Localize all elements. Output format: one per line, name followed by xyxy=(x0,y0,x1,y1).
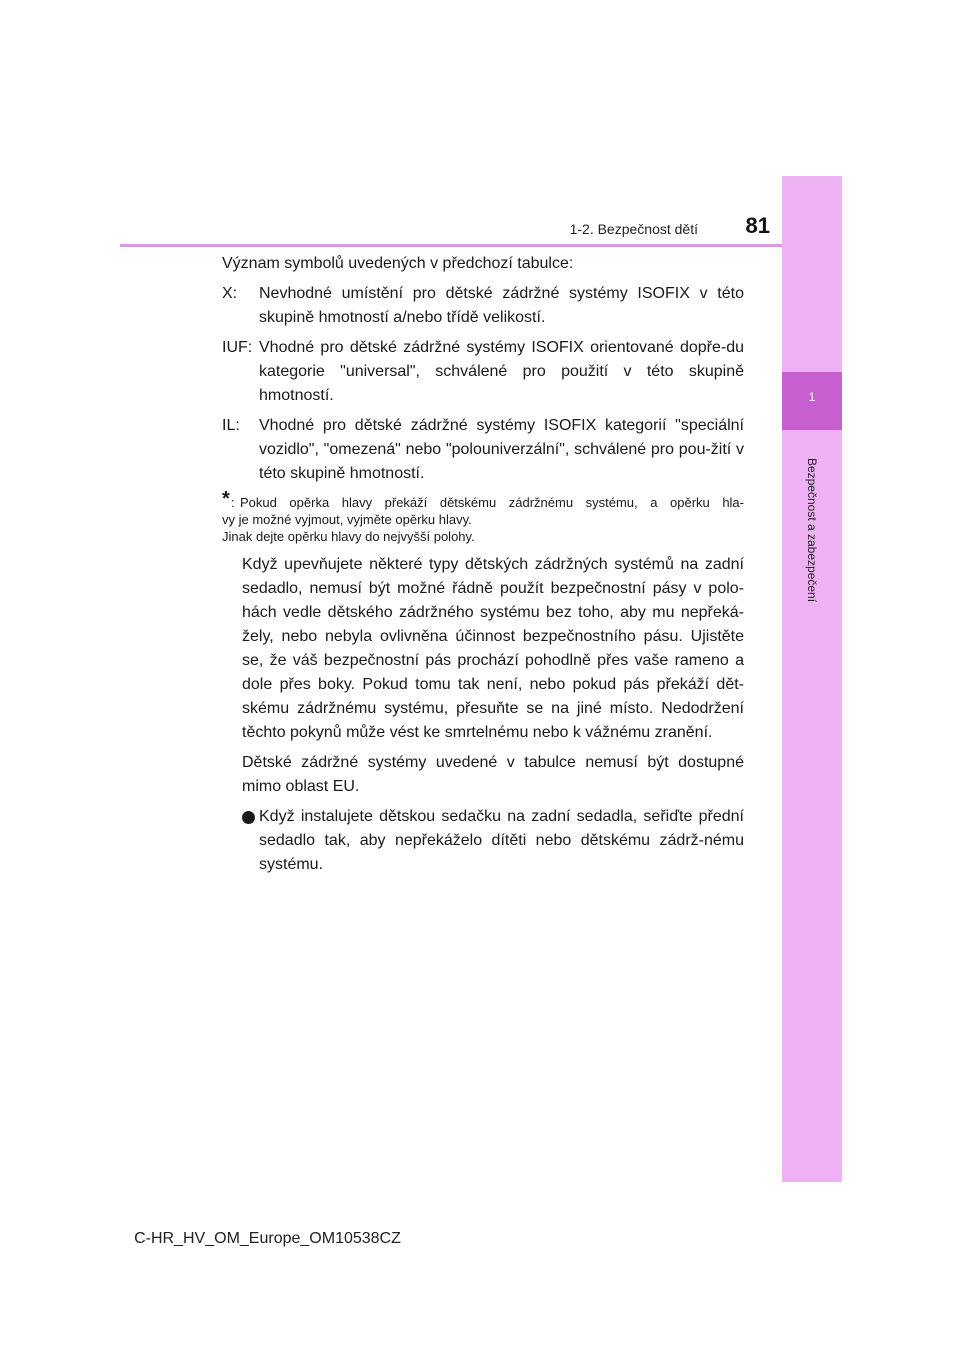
definition-text: Vhodné pro dětské zádržné systémy ISOFIX kategorií "speciální vozidlo", "omezená" nebo "polouniverzální", schválené pro pou-žití v této skupině hmotností. xyxy=(259,417,744,482)
document-code: C-HR_HV_OM_Europe_OM10538CZ xyxy=(134,1230,401,1247)
bullet-text: Když instalujete dětskou sedačku na zadní sedadla, seřiďte přední sedadlo tak, aby nepřekáželo dítěti nebo dětskému zádrž-nému systému. xyxy=(259,808,744,873)
section-title: 1-2. Bezpečnost dětí xyxy=(569,221,698,237)
main-content xyxy=(222,252,744,877)
footnote-line: Jinak dejte opěrku hlavy do nejvyšší polohy. xyxy=(222,529,475,544)
page-header xyxy=(120,210,782,247)
availability-paragraph: Dětské zádržné systémy uvedené v tabulce nemusí být dostupné mimo oblast EU. xyxy=(242,754,744,795)
definition-x xyxy=(222,282,744,330)
chapter-number: 1 xyxy=(808,390,816,404)
chapter-side-tab xyxy=(782,176,842,1182)
footnote-colon: : xyxy=(231,495,235,510)
bullet-dot-icon xyxy=(242,811,255,824)
definition-key: X: xyxy=(222,285,238,302)
warning-paragraph: Když upevňujete některé typy dětských zádržných systémů na zadní sedadlo, nemusí být možné řádně použít bezpečnostní pásy v polo-hách vedle dětského zádržného systému bez toho, aby mu nepřeká-žely, nebo nebyla ovlivněna účinnost bezpečnostního pásu. Ujistěte se, že váš bezpečnostní pás prochází pohodlně přes vaše rameno a dole přes boky. Pokud tomu tak není, nebo pokud pás překáží dět-skému zádržnému systému, přesuňte se na jiné místo. Nedodržení těchto pokynů může vést ke smrtelnému nebo k vážnému zranění. xyxy=(242,556,744,741)
footnote-line: Pokud opěrka hlavy překáží dětskému zádržnému systému, a opěrku hla- xyxy=(240,495,744,510)
chapter-number-box xyxy=(782,372,842,430)
definition-text: Nevhodné umístění pro dětské zádržné systémy ISOFIX v této skupině hmotností a/nebo třídě velikostí. xyxy=(259,285,744,326)
footnote-star-icon: * xyxy=(222,488,230,510)
definition-iuf xyxy=(222,336,744,408)
definition-il xyxy=(222,414,744,486)
footnote-line: vy je možné vyjmout, vyjměte opěrku hlavy. xyxy=(222,512,472,527)
intro-text: Význam symbolů uvedených v předchozí tabulce: xyxy=(222,255,574,272)
definition-key: IL: xyxy=(222,417,240,434)
definition-key: IUF: xyxy=(222,339,253,356)
page-number: 81 xyxy=(745,213,770,238)
footnote xyxy=(222,488,744,545)
bullet-item xyxy=(242,805,744,877)
chapter-title: Bezpečnost a zabezpečení xyxy=(805,457,819,603)
definition-text: Vhodné pro dětské zádržné systémy ISOFIX orientované dopře-du kategorie "universal", schválené pro použití v této skupině hmotností. xyxy=(259,339,744,404)
